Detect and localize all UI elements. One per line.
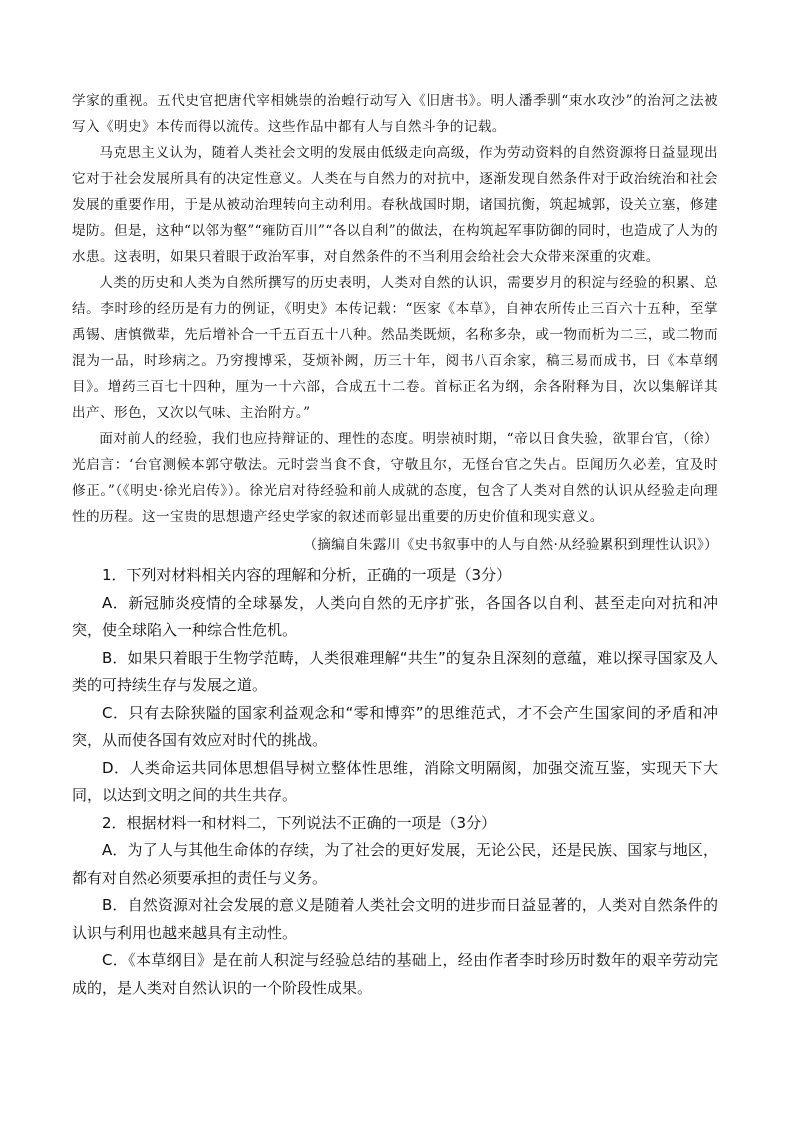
question-stem: 1．下列对材料相关内容的理解和分析，正确的一项是（3分） <box>102 566 512 584</box>
option-c[interactable]: C．只有去除狭隘的国家利益观念和“零和博弈”的思维范式，才不会产生国家间的矛盾和冲突，从而使各国有效应对时代的挑战。 <box>72 703 718 749</box>
option-d[interactable]: D．人类命运共同体思想倡导树立整体性思维，消除文明隔阂，加强交流互鉴，实现天下大同，以达到文明之间的共生共存。 <box>72 758 718 804</box>
passage-paragraph-2: 马克思主义认为，随着人类社会文明的发展由低级走向高级，作为劳动资料的自然资源将日益显现出它对于社会发展所具有的决定性意义。人类在与自然力的对抗中，逐渐发现自然条件对于政治统治和社会发展的重要作用，于是从被动治理转向主动利用。春秋战国时期，诸国抗衡，筑起城郭，设关立塞，修建堤防。但是，这种“以邻为壑”“雍防百川”“各以自利”的做法，在构筑起军事防御的同时，也造成了人为的水患。这表明，如果只着眼于政治军事，对自然条件的不当利用会给社会大众带来深重的灾难。 <box>72 145 718 265</box>
passage-source: （摘编自朱露川《史书叙事中的人与自然·从经验累积到理性认识》） <box>303 537 718 553</box>
passage-paragraph-3: 人类的历史和人类为自然所撰写的历史表明，人类对自然的认识，需要岁月的积淀与经验的积累、总结。李时珍的经历是有力的例证，《明史》本传记载：“医家《本草》，自神农所传止三百六十五种，至掌禹锡、唐慎微辈，先后增补合一千五百五十八种。然品类既烦，名称多杂，或一物而析为二三，或二物而混为一品，时珍病之。乃穷搜博采，芟烦补阙，历三十年，阅书八百余家，稿三易而成书，曰《本草纲目》。增药三百七十四种，厘为一十六部，合成五十二卷。首标正名为纲，余各附释为目，次以集解详其出产、形色，又次以气味、主治附方。” <box>72 275 718 421</box>
reading-passage <box>72 88 718 558</box>
question-2 <box>72 810 718 1003</box>
option-a[interactable]: A．为了人与其他生命体的存续，为了社会的更好发展，无论公民，还是民族、国家与地区，都有对自然必须要承担的责任与义务。 <box>72 841 718 887</box>
option-a[interactable]: A．新冠肺炎疫情的全球暴发，人类向自然的无序扩张，各国各以自利、甚至走向对抗和冲突，使全球陷入一种综合性危机。 <box>72 593 718 639</box>
option-b[interactable]: B．自然资源对社会发展的意义是随着人类社会文明的进步而日益显著的，人类对自然条件的认识与利用也越来越具有主动性。 <box>72 896 718 942</box>
question-list <box>72 562 718 1002</box>
option-c[interactable]: C．《本草纲目》是在前人积淀与经验总结的基础上，经由作者李时珍历时数年的艰辛劳动完成的，是人类对自然认识的一个阶段性成果。 <box>72 951 718 997</box>
passage-paragraph-4: 面对前人的经验，我们也应持辩证的、理性的态度。明崇祯时期，“帝以日食失验，欲罪台官，（徐）光启言：‘台官测候本郭守敬法。元时尝当食不食，守敬且尔，无怪台官之失占。臣闻历久必差，宜及时修正。”（《明史·徐光启传》）。徐光启对待经验和前人成就的态度，包含了人类对自然的认识从经验走向理性的历程。这一宝贵的思想遗产经史学家的叙述而彰显出重要的历史价值和现实意义。 <box>72 431 718 525</box>
question-1 <box>72 562 718 810</box>
question-stem: 2．根据材料一和材料二，下列说法不正确的一项是（3分） <box>102 813 497 832</box>
passage-paragraph-1: 学家的重视。五代史官把唐代宰相姚崇的治蝗行动写入《旧唐书》。明人潘季驯“束水攻沙”的治河之法被写入《明史》本传而得以流传。这些作品中都有人与自然斗争的记载。 <box>72 93 718 135</box>
option-b[interactable]: B．如果只着眼于生物学范畴，人类很难理解“共生”的复杂且深刻的意蕴，难以探寻国家及人类的可持续生存与发展之道。 <box>72 648 718 694</box>
